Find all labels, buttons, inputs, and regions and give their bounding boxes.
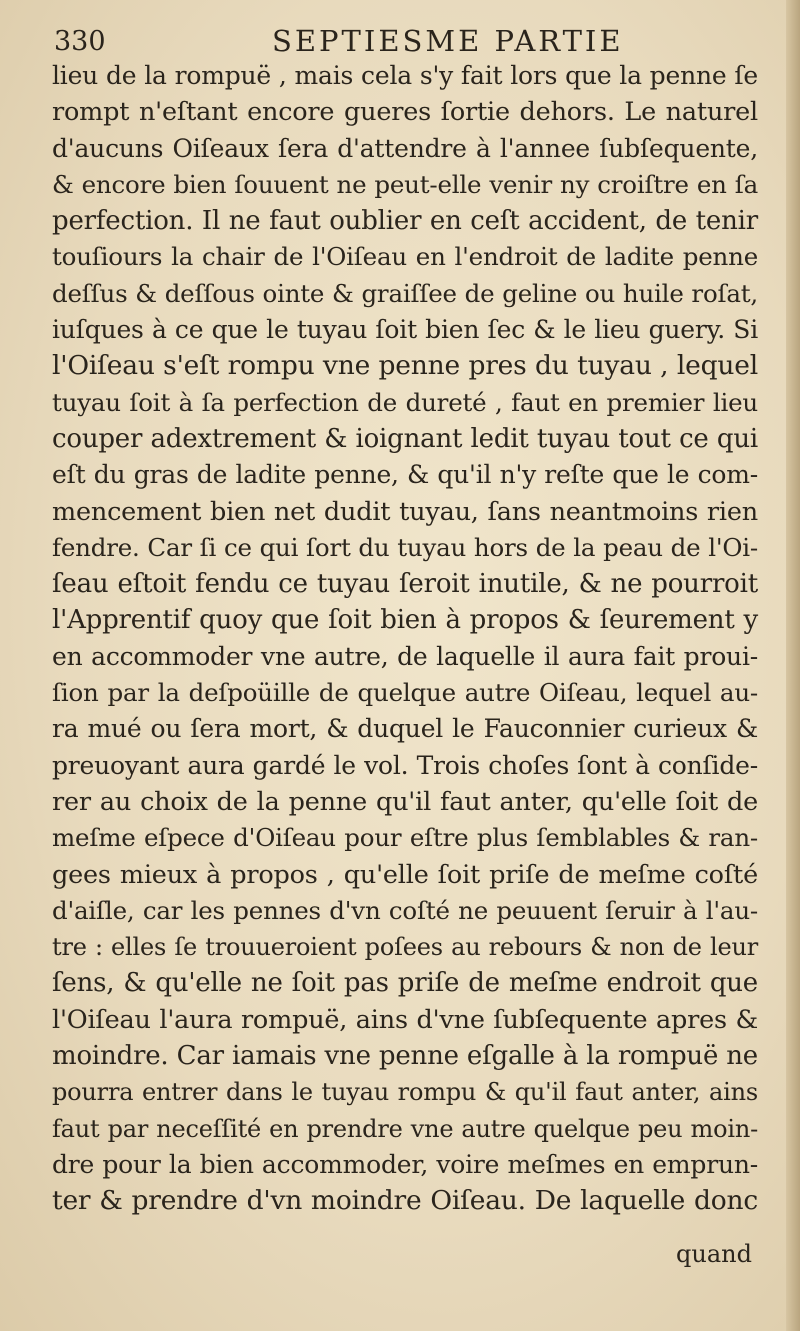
text-line: ſens, & qu'elle ne ſoit pas priſe de meſme endroit que xyxy=(52,968,758,999)
text-line: & encore bien ſouuent ne peut-elle venir ny croiſtre en ſa xyxy=(52,169,758,199)
text-line: l'Apprentif quoy que ſoit bien à propos & ſeurement y xyxy=(52,605,758,636)
text-line: ter & prendre d'vn moindre Oiſeau. De laquelle donc xyxy=(52,1185,758,1217)
text-line: fendre. Car ſi ce qui ſort du tuyau hors de la peau de l'Oi- xyxy=(52,532,758,562)
page-edge xyxy=(786,0,800,1331)
catchword: quand xyxy=(676,1240,752,1268)
running-title: SEPTIESME PARTIE xyxy=(272,24,624,58)
text-line: perfection. Il ne faut oublier en ceſt accident, de tenir xyxy=(52,206,758,237)
text-line: touſiours la chair de l'Oiſeau en l'endroit de ladite penne xyxy=(52,242,758,272)
text-line: deſſus & deſſous ointe & graiſſee de geline ou huile roſat, xyxy=(52,278,758,308)
text-line: dre pour la bien accommoder, voire meſmes en emprun- xyxy=(52,1149,758,1179)
text-line: rompt n'eſtant encore gueres ſortie dehors. Le naturel xyxy=(52,97,758,128)
text-line: d'aucuns Oiſeaux ſera d'attendre à l'annee ſubſequente, xyxy=(52,133,758,163)
text-line: tuyau ſoit à ſa perfection de dureté , faut en premier lieu xyxy=(52,387,758,417)
text-line: couper adextrement & ioignant ledit tuyau tout ce qui xyxy=(52,423,758,454)
body-text xyxy=(52,58,758,1220)
text-line: mencement bien net dudit tuyau, ſans neantmoins rien xyxy=(52,496,758,527)
text-line: l'Oiſeau s'eſt rompu vne penne pres du tuyau , lequel xyxy=(52,350,758,382)
text-line: en accommoder vne autre, de laquelle il aura fait proui- xyxy=(52,641,758,671)
text-line: gees mieux à propos , qu'elle ſoit priſe de meſme coſté xyxy=(52,859,758,890)
text-line: ſion par la deſpoüille de quelque autre Oiſeau, lequel au- xyxy=(52,678,758,708)
text-line: lieu de la rompuë , mais cela s'y fait lors que la penne ſe xyxy=(52,61,758,90)
text-line: ra mué ou ſera mort, & duquel le Fauconnier curieux & xyxy=(52,714,758,744)
text-line: iuſques à ce que le tuyau ſoit bien ſec & le lieu guery. Si xyxy=(52,315,758,345)
text-line: ſeau eſtoit fendu ce tuyau ſeroit inutile, & ne pourroit xyxy=(52,569,758,600)
text-line: faut par neceſſité en prendre vne autre quelque peu moin- xyxy=(52,1114,758,1143)
text-line: pourra entrer dans le tuyau rompu & qu'il faut anter, ains xyxy=(52,1078,758,1107)
text-line: eſt du gras de ladite penne, & qu'il n'y reſte que le com- xyxy=(52,460,758,490)
text-line: preuoyant aura gardé le vol. Trois choſes ſont à conſide- xyxy=(52,750,758,780)
text-line: tre : elles ſe trouueroient poſees au rebours & non de leur xyxy=(52,933,758,962)
text-line: rer au choix de la penne qu'il faut anter, qu'elle ſoit de xyxy=(52,786,758,817)
page-number: 330 xyxy=(54,26,106,57)
text-line: moindre. Car iamais vne penne eſgalle à la rompuë ne xyxy=(52,1041,758,1072)
text-line: l'Oiſeau l'aura rompuë, ains d'vne ſubſequente apres & xyxy=(52,1004,758,1035)
text-line: d'aiſle, car les pennes d'vn coſté ne peuuent ſeruir à l'au- xyxy=(52,895,758,925)
text-line: meſme eſpece d'Oiſeau pour eſtre plus ſemblables & ran- xyxy=(52,823,758,853)
page-header xyxy=(52,22,752,62)
